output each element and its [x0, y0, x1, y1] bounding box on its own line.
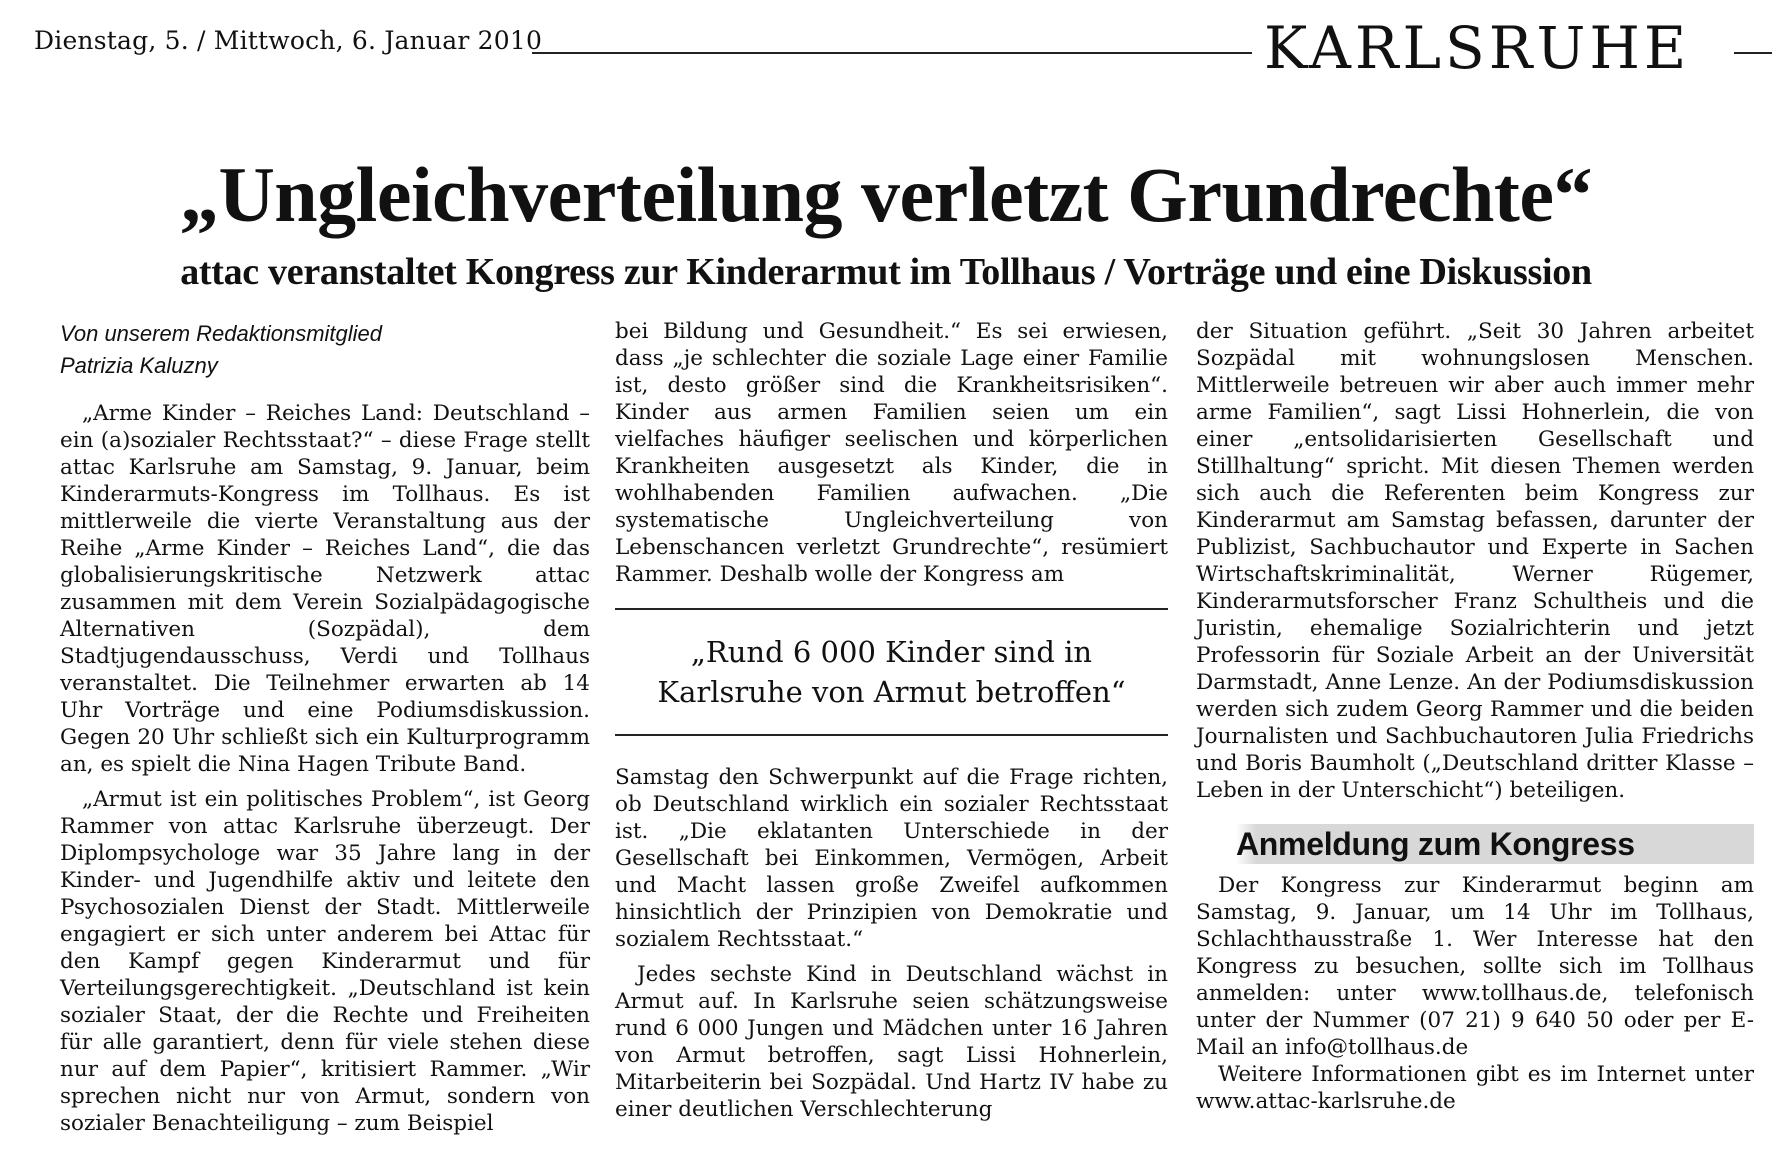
byline-author: Patrizia Kaluzny — [60, 353, 218, 378]
dateline: Dienstag, 5. / Mittwoch, 6. Januar 2010 — [34, 26, 543, 55]
paragraph: „Armut ist ein politisches Problem“, ist Georg Rammer von attac Karlsruhe überzeugt. Der Diplompsychologe war 35 Jahre lang in der Kinder- und Jugendhilfe aktiv und leitete den Psychosozialen Dienst der Stadt. Mittlerweile engagiert er sich unter anderem bei Attac für den Kampf gegen Kinderarmut und für Verteilungsgerechtigkeit. „Deutschland ist kein sozialer Staat, der die Rechte und Freiheiten für alle garantiert, denn für viele stehen diese nur auf dem Papier“, kritisiert Rammer. „Wir sprechen nicht nur von Armut, sondern von sozialer Benachteiligung – zum Beispiel — [60, 787, 590, 1136]
column-3 — [1196, 318, 1754, 1115]
masthead — [34, 14, 1772, 82]
paragraph: Jedes sechste Kind in Deutschland wächst in Armut auf. In Karlsruhe seien schätzungsweise rund 6 000 Jungen und Mädchen unter 16 Jahren von Armut betroffen, sagt Lissi Hohnerlein, Mitarbeiterin bei Sozpädal. Und Hartz IV habe zu einer deutlichen Verschlechterung — [615, 962, 1168, 1122]
paragraph: Samstag den Schwerpunkt auf die Frage richten, ob Deutschland wirklich ein sozialer Rechtsstaat ist. „Die eklatanten Unterschiede in der Gesellschaft bei Einkommen, Vermögen, Arbeit und Macht lassen große Zweifel aufkommen hinsichtlich der Prinzipien von Demokratie und sozialem Rechtsstaat.“ — [615, 765, 1168, 952]
byline-role: Von unserem Redaktionsmitglied — [60, 321, 383, 346]
paragraph: bei Bildung und Gesundheit.“ Es sei erwiesen, dass „je schlechter die soziale Lage einer Familie ist, desto größer sind die Krankheitsrisiken“. Kinder aus armen Familien seien um ein vielfaches häufiger seelischen und körperlichen Krankheiten ausgesetzt als Kinder, die in wohlhabenden Familien aufwachen. „Die systematische Ungleichverteilung von Lebenschancen verletzt Grundrechte“, resümiert Rammer. Deshalb wolle der Kongress am — [615, 319, 1168, 587]
column-2 — [615, 318, 1168, 1123]
info-box-paragraph: Der Kongress zur Kinderarmut beginn am Samstag, 9. Januar, um 14 Uhr im Tollhaus, Schlachthausstraße 1. Wer Interesse hat den Kongress zu besuchen, sollte sich im Tollhaus anmelden: unter www.tollhaus.de, telefonisch unter der Nummer (07 21) 9 640 50 oder per E-Mail an info@tollhaus.de — [1196, 873, 1754, 1060]
paragraph: der Situation geführt. „Seit 30 Jahren arbeitet Sozpädal mit wohnungslosen Menschen. Mittlerweile betreuen wir aber auch immer mehr arme Familien“, sagt Lissi Hohnerlein, die von einer „entsolidarisierten Gesellschaft und Stillhaltung“ spricht. Mit diesen Themen werden sich auch die Referenten beim Kongress zur Kinderarmut am Samstag befassen, darunter der Publizist, Sachbuchautor und Experte in Sachen Wirtschaftskriminalität, Werner Rügemer, Kinderarmutsforscher Franz Schultheis und die Juristin, ehemalige Sozialrichterin und jetzt Professorin für Soziale Arbeit an der Universität Darmstadt, Anne Lenze. An der Podiumsdiskussion werden sich zudem Georg Rammer und die beiden Journalisten und Sachbuchautoren Julia Friedrichs und Boris Baumholt („Deutschland dritter Klasse – Leben in der Unterschicht“) beteiligen. — [1196, 319, 1754, 803]
header-rule-right — [1734, 52, 1772, 54]
column-1 — [60, 318, 590, 1137]
info-box-heading: Anmeldung zum Kongress — [1236, 824, 1754, 864]
byline — [60, 318, 590, 382]
info-box-paragraph: Weitere Informationen gibt es im Internet unter www.attac-karlsruhe.de — [1196, 1062, 1754, 1114]
paragraph: „Arme Kinder – Reiches Land: Deutschland – ein (a)sozialer Rechtsstaat?“ – diese Frage stellt attac Karlsruhe am Samstag, 9. Januar, beim Kinderarmuts-Kongress im Tollhaus. Es ist mittlerweile die vierte Veranstaltung aus der Reihe „Arme Kinder – Reiches Land“, die das globalisierungskritische Netzwerk attac zusammen mit dem Verein Sozialpädagogische Alternativen (Sozpädal), dem Stadtjugendausschuss, Verdi und Tollhaus veranstaltet. Die Teilnehmer erwarten ab 14 Uhr Vorträge und eine Podiumsdiskussion. Gegen 20 Uhr schließt sich ein Kulturprogramm an, es spielt die Nina Hagen Tribute Band. — [60, 401, 590, 777]
subheadline: attac veranstaltet Kongress zur Kinderarmut im Tollhaus / Vorträge und eine Diskussion — [180, 251, 1592, 293]
section-title: KARLSRUHE — [1264, 14, 1691, 82]
header-rule — [532, 52, 1252, 54]
headline: „Ungleichverteilung verletzt Grundrechte“ — [179, 151, 1593, 238]
pull-quote: „Rund 6 000 Kinder sind in Karlsruhe von Armut betroffen“ — [615, 608, 1168, 736]
